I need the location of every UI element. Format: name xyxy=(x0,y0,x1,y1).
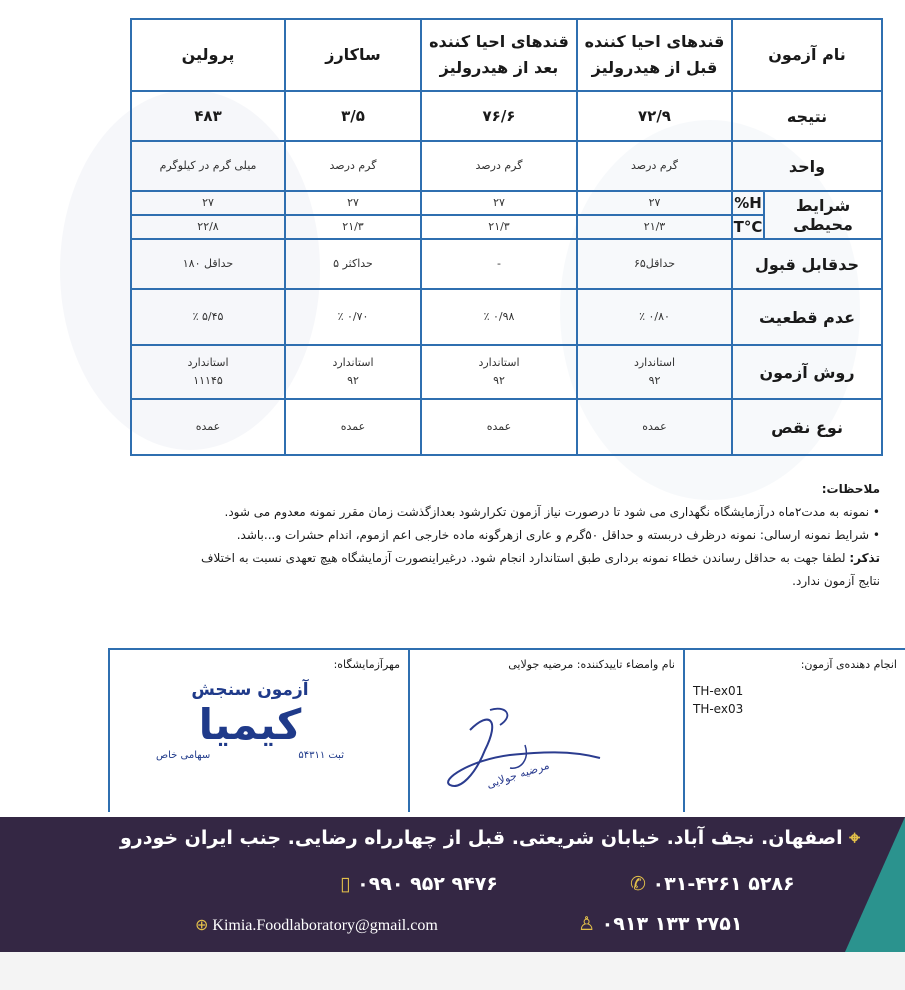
humidity-cell: ۲۷ xyxy=(285,191,421,215)
reminder-line xyxy=(30,547,880,570)
header-col-2: قندهای احیا کننده بعد از هیدرولیز xyxy=(421,19,577,91)
defect-cell: عمده xyxy=(577,399,732,455)
notes-section xyxy=(0,478,905,593)
uncertainty-cell: ۰/۹۸ ٪ xyxy=(421,289,577,345)
humidity-cell: ۲۷ xyxy=(131,191,285,215)
method-cell: استاندارد ۱۱۱۴۵ xyxy=(131,345,285,399)
mobile-icon: ▯ xyxy=(340,873,351,895)
performer-code: TH-ex03 xyxy=(693,702,744,716)
logo-top-text: آزمون سنجش xyxy=(191,680,309,700)
signature-text: مرضیه جولایی xyxy=(485,758,551,791)
header-col-4: پرولین xyxy=(131,19,285,91)
table-row xyxy=(131,191,882,215)
location-icon: ⌖ xyxy=(849,827,860,849)
logo-type-text: سهامی خاص xyxy=(156,750,211,761)
temperature-cell: ۲۱/۳ xyxy=(285,215,421,239)
row-label-acceptance: حدقابل قبول xyxy=(732,239,882,289)
result-cell: ۷۶/۶ xyxy=(421,91,577,141)
bottom-strip xyxy=(0,952,905,990)
uncertainty-cell: ۰/۷۰ ٪ xyxy=(285,289,421,345)
note-line: • شرایط نمونه ارسالی: نمونه درظرف دربسته و حداقل ۵۰گرم و عاری ازهرگونه ماده خارجی اعم ازموم، اندام حشرات و...باشد. xyxy=(236,528,880,542)
note-line: • نمونه به مدت۲ماه درآزمایشگاه نگهداری می شود تا درصورت نیاز آزمون تکرارشود بعدازگذشت زمان مقرر نمونه معدوم می شود. xyxy=(224,505,880,519)
table-row xyxy=(131,239,882,289)
mobile2-line xyxy=(578,913,742,935)
acceptance-cell: حداکثر ۵ xyxy=(285,239,421,289)
email-line xyxy=(195,915,438,935)
logo-main-text: کیمیا xyxy=(198,700,302,749)
row-label-conditions: شرایط محیطی xyxy=(764,191,882,239)
footer-contact-bar xyxy=(0,817,905,952)
performer-code: TH-ex01 xyxy=(693,684,744,698)
result-cell: ۳/۵ xyxy=(285,91,421,141)
defect-cell: عمده xyxy=(131,399,285,455)
defect-cell: عمده xyxy=(285,399,421,455)
uncertainty-cell: ۵/۴۵ ٪ xyxy=(131,289,285,345)
result-cell: ۷۲/۹ xyxy=(577,91,732,141)
unit-cell: گرم درصد xyxy=(577,141,732,191)
approver-column xyxy=(410,650,683,812)
result-cell: ۴۸۳ xyxy=(131,91,285,141)
uncertainty-cell: ۰/۸۰ ٪ xyxy=(577,289,732,345)
table-row xyxy=(131,91,882,141)
landline-line xyxy=(630,873,795,895)
performer-label: انجام دهنده‌ی آزمون: xyxy=(800,658,897,671)
humidity-label: H% xyxy=(732,191,764,215)
table-row xyxy=(131,345,882,399)
approver-label: نام وامضاء تاییدکننده: مرضیه جولایی xyxy=(508,658,675,671)
humidity-cell: ۲۷ xyxy=(577,191,732,215)
results-table xyxy=(130,18,883,456)
humidity-cell: ۲۷ xyxy=(421,191,577,215)
table-row xyxy=(131,141,882,191)
table-row xyxy=(131,399,882,455)
email-text: Kimia.Foodlaboratory@gmail.com xyxy=(212,917,438,934)
stamp-column xyxy=(110,650,408,812)
unit-cell: گرم درصد xyxy=(421,141,577,191)
person-icon: ♙ xyxy=(578,913,596,935)
stamp-label: مهرآزمایشگاه: xyxy=(333,658,400,671)
table-row xyxy=(131,289,882,345)
acceptance-cell: حداقل ۱۸۰ xyxy=(131,239,285,289)
globe-icon: ⊕ xyxy=(195,917,209,934)
acceptance-cell: - xyxy=(421,239,577,289)
phone-text: ۰۳۱-۴۲۶۱ ۵۲۸۶ xyxy=(652,873,795,895)
acceptance-cell: حداقل۶۵ xyxy=(577,239,732,289)
address-line xyxy=(120,827,860,849)
method-cell: استاندارد ۹۲ xyxy=(285,345,421,399)
table-header-row xyxy=(131,19,882,91)
row-label-defect: نوع نقص xyxy=(732,399,882,455)
lab-logo xyxy=(150,680,350,800)
row-label-method: روش آزمون xyxy=(732,345,882,399)
unit-cell: میلی گرم در کیلوگرم xyxy=(131,141,285,191)
header-col-3: ساکارز xyxy=(285,19,421,91)
notes-title: ملاحظات: xyxy=(821,482,880,496)
temperature-label: T°C xyxy=(732,215,764,239)
row-label-unit: واحد xyxy=(732,141,882,191)
temperature-cell: ۲۲/۸ xyxy=(131,215,285,239)
reminder-line-2: نتایج آزمون ندارد. xyxy=(792,574,880,588)
performer-column xyxy=(685,650,905,812)
method-cell: استاندارد ۹۲ xyxy=(421,345,577,399)
method-cell: استاندارد ۹۲ xyxy=(577,345,732,399)
address-text: اصفهان. نجف آباد. خیابان شریعتی. قبل از چهارراه رضایی. جنب ایران خودرو xyxy=(119,827,843,849)
header-test-name: نام آزمون xyxy=(732,19,882,91)
row-label-result: نتیجه xyxy=(732,91,882,141)
handwritten-signature xyxy=(430,690,630,805)
mobile2-text: ۰۹۱۳ ۱۳۳ ۲۷۵۱ xyxy=(601,913,743,935)
header-col-1: قندهای احیا کننده قبل از هیدرولیز xyxy=(577,19,732,91)
logo-reg-text: ثبت ۵۴۳۱۱ xyxy=(298,750,344,761)
reminder-text: لطفا جهت به حداقل رساندن خطاء نمونه برداری طبق استاندارد انجام شود. درغیراینصورت آزمایشگاه هیچ تعهدی نسبت به اختلاف xyxy=(201,551,850,565)
signature-section xyxy=(108,648,905,812)
temperature-cell: ۲۱/۳ xyxy=(421,215,577,239)
unit-cell: گرم درصد xyxy=(285,141,421,191)
phone-icon: ✆ xyxy=(630,873,646,895)
reminder-label: تذکر: xyxy=(849,551,880,565)
temperature-cell: ۲۱/۳ xyxy=(577,215,732,239)
defect-cell: عمده xyxy=(421,399,577,455)
row-label-uncertainty: عدم قطعیت xyxy=(732,289,882,345)
phone-line xyxy=(340,873,498,895)
mobile-text: ۰۹۹۰ ۹۵۲ ۹۴۷۶ xyxy=(357,873,498,895)
